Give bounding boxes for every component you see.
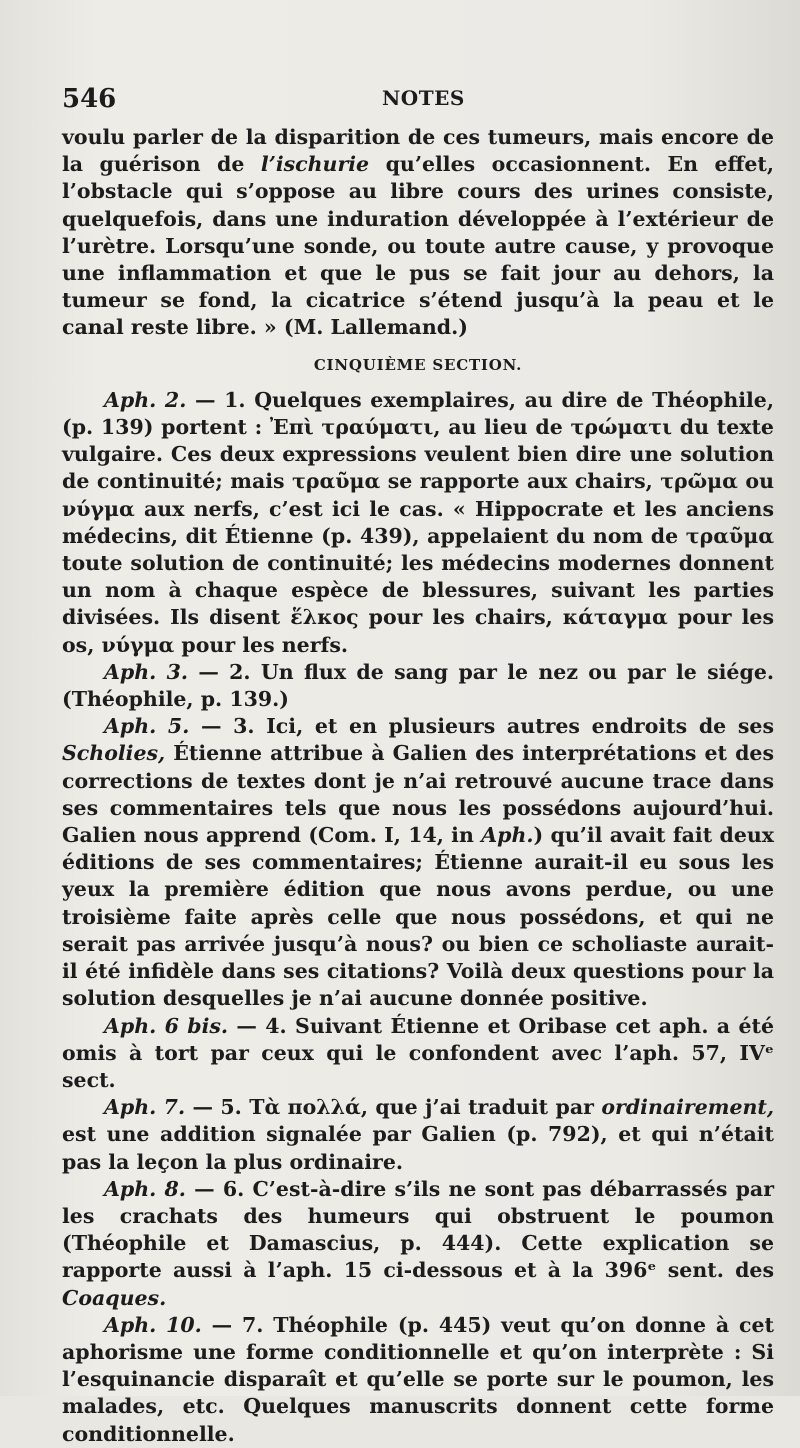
- text-span: voulu parler de la disparition de ces tumeurs, mais encore de la guérison de: [62, 125, 774, 177]
- text-span: — 6. C’est-à-dire s’ils ne sont pas débarrassés par les crachats des humeurs qui obstruent le poumon (Théophile et Damascius, p. 444). Cette explication se rapporte aussi à l’aph. 15 ci-dessous et à la 396ᵉ sent. des: [62, 1176, 774, 1283]
- aphorism-ref: Aph. 7.: [104, 1095, 186, 1120]
- greek-term: τραῦμα: [292, 469, 381, 494]
- intro-paragraph: [62, 124, 774, 342]
- page-number: 546: [62, 84, 117, 114]
- text-span: ou: [737, 469, 774, 494]
- text-span: , au lieu de: [433, 415, 571, 440]
- page-header: [62, 84, 774, 124]
- greek-term: νύγμα: [62, 496, 135, 521]
- text-span: pour les nerfs.: [174, 632, 349, 657]
- text-span: — 4. Suivant Étienne et Oribase cet aph. a été omis à tort par ceux qui le confondent avec l’aph. 57, IVᵉ sect.: [62, 1013, 774, 1092]
- note-4: [62, 1013, 774, 1095]
- greek-term: τρῶμα: [660, 469, 738, 494]
- greek-term: Ἐπὶ τραύματι: [269, 415, 434, 440]
- section-title: CINQUIÈME SECTION.: [313, 355, 523, 374]
- text-span: qu’elles occasionnent. En effet, l’obstacle qui s’oppose au libre cours des urines consiste, quelquefois, dans une induration développée à l’extérieur de l’urètre. Lorsqu’une sonde, ou toute autre cause, y provoque une inflammation et que le pus se fait jour au dehors, la tumeur se fond, la cicatrice s’étend jusqu’à la peau et le canal reste libre. » (M. Lallemand.): [62, 152, 774, 340]
- text-span: — 7. Théophile (p. 445) veut qu’on donne à cet aphorisme une forme conditionnelle et qu’on interprète : Si l’esquinancie disparaît et qu’elle se porte sur le poumon, les malades, etc. Quelques manuscrits donnent cette forme conditionnelle.: [62, 1312, 774, 1446]
- text-span: — 5.: [185, 1095, 250, 1120]
- aphorism-ref: Aph. 3.: [104, 659, 189, 684]
- text-span: pour les chairs,: [358, 605, 563, 630]
- text-span: pour les os,: [62, 605, 774, 657]
- aphorism-ref: Aph. 6 bis.: [104, 1013, 229, 1038]
- text-span: — 1. Quelques exemplaires, au dire de Théophile, (p. 139) portent :: [62, 387, 774, 440]
- text-span: du texte vulgaire. Ces deux expressions veulent bien dire une solution de continuité; mais: [62, 415, 774, 494]
- text-span: toute solution de continuité; les médecins modernes donnent un nom à chaque espèce de blessures, suivant les parties divisées. Ils disent: [62, 551, 774, 630]
- text-span: est une addition signalée par Galien (p. 792), et qui n’était pas la leçon la plus ordinaire.: [62, 1122, 774, 1174]
- text-span: Étienne attribue à Galien des interprétations et des corrections de textes dont je n’ai retrouvé aucune trace dans ses commentaires tels que nous les possédons aujourd’hui. Galien nous apprend (Com. I, 14, in: [62, 741, 774, 848]
- running-head: NOTES: [382, 86, 465, 110]
- aphorism-ref: Aph. 8.: [104, 1176, 186, 1201]
- greek-term: ἕλκος: [290, 605, 359, 630]
- aphorism-ref: Aph. 10.: [104, 1312, 202, 1337]
- note-7: [62, 1312, 774, 1448]
- italic-term: Aph.: [481, 823, 534, 848]
- italic-term: ordinairement,: [601, 1095, 775, 1120]
- italic-term: Scholies,: [62, 741, 166, 766]
- note-2: [62, 659, 774, 713]
- greek-term: Τὰ πολλά: [249, 1095, 361, 1120]
- note-1: [62, 387, 774, 659]
- note-3: [62, 713, 774, 1012]
- greek-term: νύγμα: [101, 632, 175, 657]
- text-span: — 3. Ici, et en plusieurs autres endroits de ses: [189, 714, 774, 739]
- italic-term: Coaques.: [62, 1285, 167, 1310]
- note-5: [62, 1094, 774, 1176]
- greek-term: τραῦμα: [685, 523, 774, 548]
- italic-term: l’ischurie: [260, 152, 370, 177]
- aphorism-ref: Aph. 5.: [104, 714, 190, 739]
- text-span: ) qu’il avait fait deux éditions de ses commentaires; Étienne aurait-il eu sous les yeux la première édition que nous avons perdue, ou une troisième faite après celle que nous possédons, et qui ne serait pas arrivée jusqu’à nous? ou bien ce scholiaste aurait-il été infidèle dans ses citations? Voilà deux questions pour la solution desquelles je n’ai aucune donnée positive.: [62, 823, 774, 1011]
- text-span: — 2. Un flux de sang par le nez ou par le siége. (Théophile, p. 139.): [62, 659, 774, 712]
- note-6: [62, 1176, 774, 1312]
- text-span: aux nerfs, c’est ici le cas. « Hippocrate et les anciens médecins, dit Étienne (p. 439), appelaient du nom de: [62, 496, 774, 548]
- greek-term: τρώματι: [570, 415, 672, 440]
- page-body: [62, 124, 774, 1448]
- text-span: se rapporte aux chairs,: [380, 469, 661, 494]
- greek-term: κάταγμα: [562, 605, 668, 630]
- text-span: , que j’ai traduit par: [360, 1095, 602, 1120]
- aphorism-ref: Aph. 2.: [104, 387, 187, 412]
